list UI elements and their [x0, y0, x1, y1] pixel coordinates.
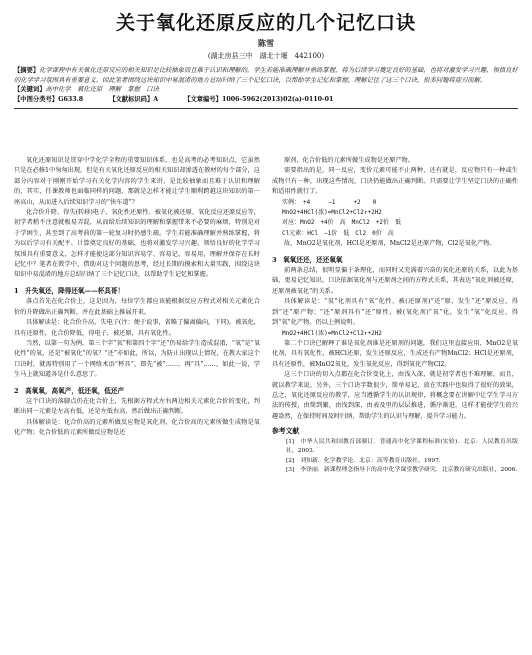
equation-line: 对应：MnO2 +4价 高 MnCl2 +2价 低 — [282, 219, 401, 227]
section-2-conclusion: 故，MnO2是氧化剂，HCl是还原剂，MnCl2是还原产物，Cl2是氧化产物。 — [284, 240, 496, 248]
section-2-paragraph-3: 需要指出的是，同一反应，变价元素可能不止两种，还有就是，反应物只有一种或生成物只有一种，出现这些情况，口诀仍能做出正确判断。只需要让学生坚定口诀的正确性和适用性就行了。 — [272, 167, 518, 196]
equation-line: MnO2+4HCl(浓)=MnCl2+Cl2↑+2H2 — [282, 329, 382, 337]
section-1-paragraph-2: 具体解读是：化合价升高，失电子(注：便于说事，省略了偏离偏向，下同)，被氧化，具有还原性，化合价降低，得电子，被还原，具有氧化性。 — [14, 319, 260, 337]
references-heading: 参考文献 — [272, 427, 300, 436]
author-affiliation: (湖北房县三中 湖北十堰 442100) — [207, 52, 325, 60]
intro-paragraph-1: 氧化还原知识是贯穿中学化学全程的重要知识体系，也是高考的必考知识点，它虽然只是在必修1中匆匆出现，但是有关氧化还原反应的相关知识却渗透在教材的每个部分，这部分内容对于刚刚开始学习有关化学内容的学生来讲，是比较抽象而且难于认识和理解的，其实，任课教师也面临同样的问题，那就是怎样才能让学生顺利跨越这块知识的第一座高山，从而进入后续知识学习的“快车道”？ — [14, 157, 260, 206]
doc-code-label: 【文献标识码】 — [109, 95, 154, 103]
section-2-heading: 2 高氧氧，高氧产，低还氧，低还产 — [14, 386, 125, 395]
body-columns — [14, 156, 518, 649]
abstract-label: 【摘要】 — [14, 67, 40, 74]
article-number-label: 【文章编号】 — [184, 95, 222, 103]
keywords — [14, 85, 518, 95]
section-1-paragraph-1: 落点首先在化合价上，这是因为，每位学生都应该能根据反应方程式对相关元素化合价的升降做出正确判断，并在此基础上推展开来。 — [14, 298, 260, 316]
article-title: 关于氧化还原反应的几个记忆口诀 — [115, 12, 416, 34]
equation-line: 实例： +4 −1 +2 0 — [282, 198, 377, 206]
reference-item: [3] 李泽丽．新课程理念指导下的高中化学课堂教学研究．北京教育研究出版社，2006. — [286, 467, 518, 474]
right-column — [272, 156, 518, 649]
section-2-continued: 原剂，化合价低的元素所做生成物是还原产物。 — [284, 157, 414, 164]
article-number-value: 1006-5962(2013)02(a)-0110-01 — [221, 95, 334, 103]
class-label: 【中图分类号】 — [14, 95, 59, 103]
equation-line: Cl元素：HCl −1价 低 Cl2 0价 高 — [282, 229, 394, 237]
section-3-paragraph-3: 第二个口诀已解释了谁是氧化剂谁是还原剂的问题，我们这里直接应用，MnO2是氧化剂，具有氧化性，被HCl还原，发生还原反应，生成还有产物MnCl2；HCl是还原剂，具有还原性，被MnO2氧化，发生氧化反应，得到氧化产物Cl2。 — [272, 339, 518, 368]
keywords-text: 高中化学 氧化还原 理解 掌握 口诀 — [45, 86, 159, 94]
keywords-label: 【关键词】 — [14, 86, 46, 94]
section-2-paragraph-2: 具体解读是：化合价高的元素所做反应物是氧化剂，化合价高的元素所做生成物是氧化产物；化合价低的元素所做反应物是还 — [14, 418, 260, 437]
reference-item: [2] 刘知新．化学教学论．北京：高等教育出版社，1997. — [286, 457, 441, 464]
intro-paragraph-2: 化合价升降、得失(转移)电子、氧化性还原性、被氧化被还原、氧化反应还原反应等，初学者稍不注意就极易弄混，从而给后续知识的理解和掌握带来不必要的麻烦，特别是对于学困生，甚至到了高考前的第一轮复习时仍感生疏。学生若能准确理解并熟练掌握，将为以后学习有关配平、计算奠定良好的基础，也将对激发学习兴趣、领悟良好的化学学习氛围具有重要意义，怎样才能使这部分知识容易学、容易记、容易用，理解并保存在长时记忆中？笔者在教学中，借助对这个问题的思考，经过长期的摸索和大量实践，围绕这块知识中易混淆的地方总结归纳了三个记忆口诀，以帮助学生记忆和掌握。 — [14, 209, 260, 279]
abstract-text: 化学课程中有关氧化还原反应的相关知识是比较抽象而且难于认识和理解的，学生若能准确理解并熟练掌握，将为后续学习奠定良好的基础，也将对激发学习兴趣、领悟良好的化学学习氛围具有重要意义。因此笔者围绕这块知识中易混淆的地方总结归纳了三个记忆口诀，以帮助学生记忆和掌握，理解记住了这三个口诀，很多问题将迎刃而解。 — [14, 67, 518, 84]
reference-item: [1] 中华人民共和国教育部制订．普通高中化学课程标准(实验)．北京：人民教育出版社，2003. — [286, 438, 518, 455]
section-1-paragraph-3: 当然，以第一句为例，第三个字“氧”和第四个字“还”仍易给学生造成混淆，“氧”是“氧化性”的氧，还是“被氧化”的氧？“还”亦如此，所以，为防止出现以上情况，在教大家这个口诀时，就需特别用了一个网络术语“杯具”，即先“被”……，再“具”……，如此一说，学生马上就知道各是什么意思了。 — [14, 339, 260, 379]
section-3-paragraph-2: 具体解读是：“氧”化剂具有“氧”化性、被(还原剂)“还”原，发生“还”原反应，得到“还”原产物；“还”原剂具有“还”原性，被(氧化剂)“氧”化，发生“氧”化反应，得到“氧”化产物。仍以上例说明。 — [272, 298, 518, 327]
left-column — [14, 156, 260, 649]
article-meta — [14, 66, 518, 104]
section-2-paragraph-1: 这个口诀的落脚点仍在化合价上，先根据方程式左右两边相关元素化合价的变化，判断出同一元素是左高右低，还是左低右高，然后做出正确判断。 — [14, 397, 260, 416]
header-divider — [14, 108, 518, 109]
class-value: G633.8 — [58, 95, 84, 103]
author-name: 陈雪 — [258, 38, 274, 48]
section-1-heading: 1 升失氧还，降得还氧——杯具哥！ — [14, 286, 125, 295]
section-3-heading: 3 氧氧还还，还还氧氧 — [272, 255, 343, 264]
equation-line: MnO2+4HCl(浓)=MnCl2+Cl2↑+2H2 — [282, 209, 382, 217]
abstract — [14, 66, 518, 85]
classification-row — [14, 95, 518, 105]
doc-code-value: A — [153, 95, 159, 103]
summary-paragraph: 这三个口诀的切入点都在化合价变化上，由浅入深，就是初学者也不难理解，而且，就以教学来说，另外，三个口诀字数很少，简单易记，放在实践中也取得了很好的效果，总之，氧化还原反应的教学，应当遵循学生的认识规律，将概念要在讲解中让学生学习方法的传授，由简到繁，由浅到深，由表及里的层层推进，循序渐进，这样才能使学生的兴趣盎然，在保持时间及时归纳，帮助学生的认识与理解，提升学习能力。 — [272, 371, 518, 420]
section-3-paragraph-1: 前两条总结，很明显偏于条理化，而同时又充满着兴奋的氧化还原的关系，以此为基础，更易记忆知识。口诀依据氧化剂与还原剂之间的方程式关系，其表达“氧化剂被还原，还原剂被氧化”的关系。 — [272, 267, 518, 295]
